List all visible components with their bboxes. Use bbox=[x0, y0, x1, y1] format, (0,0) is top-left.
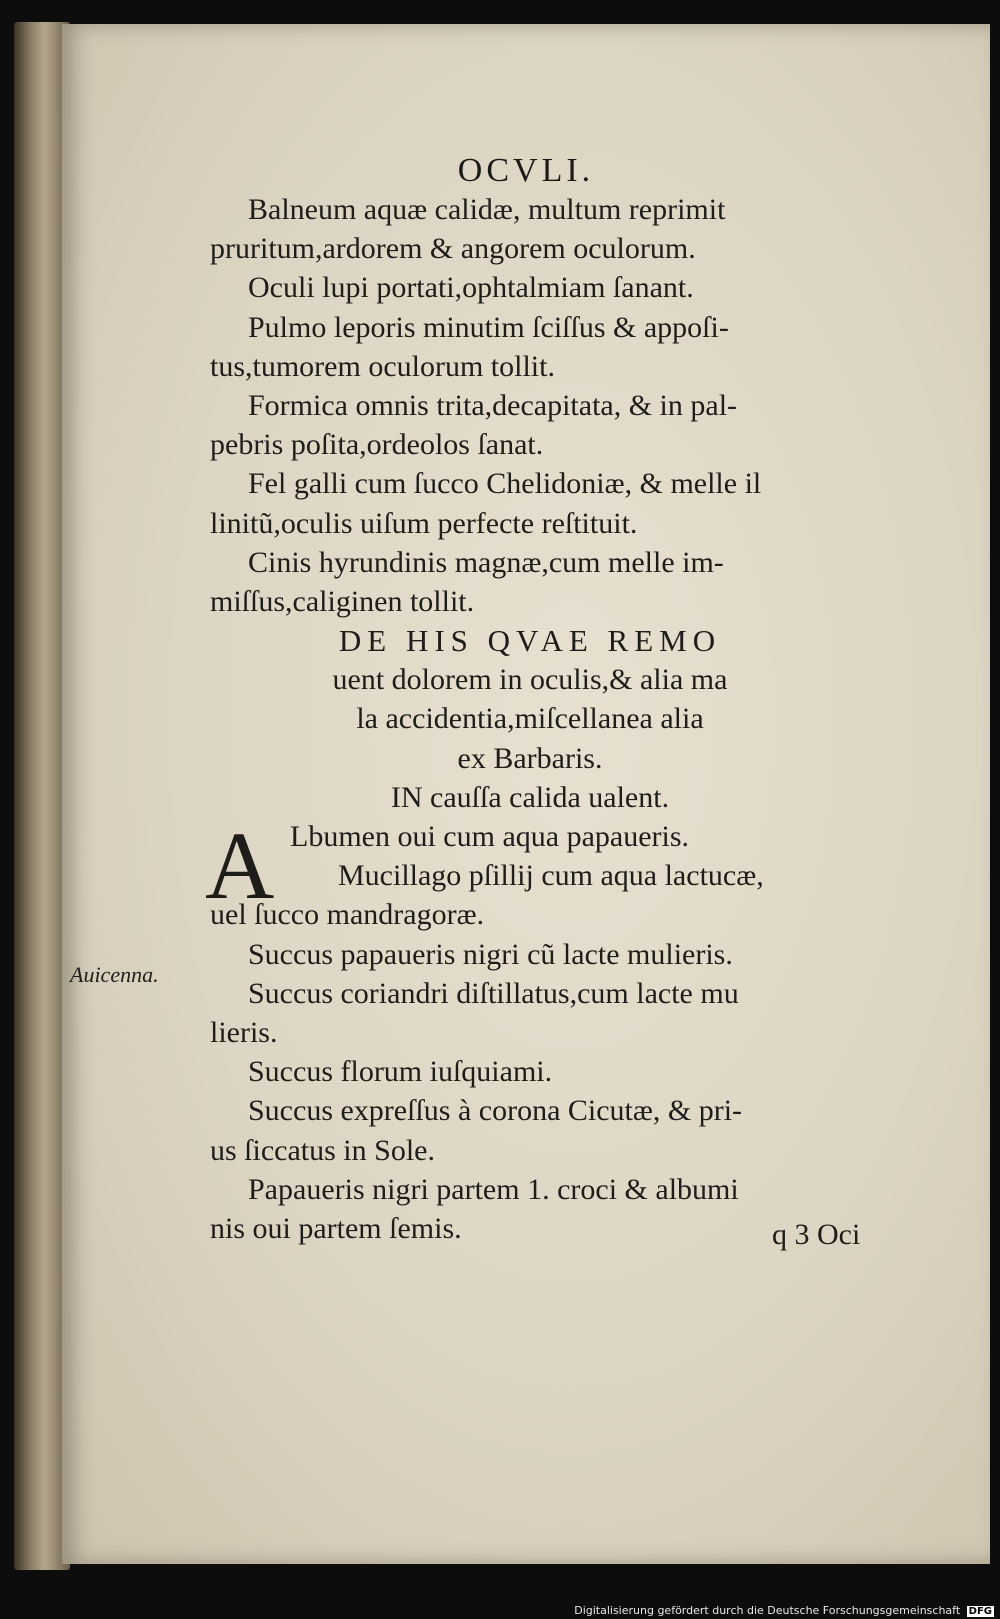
text-line: Mucillago pſillij cum aqua lactucæ, bbox=[338, 859, 764, 893]
signature-catchword: q 3 Oci bbox=[772, 1218, 861, 1251]
text-line: linitũ,oculis uiſum perfecte reſtituit. bbox=[210, 506, 638, 540]
text-line: la accidentia,miſcellanea alia bbox=[356, 702, 704, 736]
text-line: Oculi lupi portati,ophtalmiam ſanant. bbox=[248, 271, 694, 305]
footer-credit bbox=[574, 1604, 994, 1617]
text-line: ex Barbaris. bbox=[457, 741, 603, 775]
text-line: IN cauſſa calida ualent. bbox=[390, 780, 670, 814]
dfg-logo: DFG bbox=[968, 1606, 992, 1617]
text-line: pruritum,ardorem & angorem oculorum. bbox=[210, 232, 696, 266]
text-line: Cinis hyrundinis magnæ,cum melle im- bbox=[248, 545, 724, 579]
text-line: miſſus,caliginen tollit. bbox=[210, 584, 475, 618]
drop-capital: A bbox=[205, 812, 275, 919]
text-line: Papaueris nigri partem 1. croci & albumi bbox=[248, 1172, 739, 1206]
text-line: Lbumen oui cum aqua papaueris. bbox=[290, 820, 690, 853]
text-line: pebris poſita,ordeolos ſanat. bbox=[210, 428, 544, 462]
text-line: us ſiccatus in Sole. bbox=[210, 1133, 435, 1167]
footer-text: Digitalisierung gefördert durch die Deutsche Forschungsgemeinschaft bbox=[574, 1604, 961, 1617]
text-line: Succus papaueris nigri cũ lacte mulieris. bbox=[248, 937, 733, 971]
text-line: uel ſucco mandragoræ. bbox=[210, 898, 485, 932]
text-line: DE HIS QVAE REMO bbox=[338, 623, 722, 659]
text-line: Fel galli cum ſucco Chelidoniæ, & melle il bbox=[248, 467, 762, 501]
text-line: lieris. bbox=[210, 1015, 278, 1049]
text-line: Succus coriandri diſtillatus,cum lacte mu bbox=[248, 976, 739, 1010]
text-line: nis oui partem ſemis. bbox=[210, 1211, 462, 1245]
running-header: OCVLI. bbox=[457, 152, 595, 189]
margin-note: Auicenna. bbox=[70, 962, 159, 987]
text-line: Succus florum iuſquiami. bbox=[248, 1055, 553, 1089]
text-line: Succus expreſſus à corona Cicutæ, & pri- bbox=[248, 1094, 743, 1128]
text-line: Pulmo leporis minutim ſciſſus & appoſi- bbox=[248, 310, 729, 344]
text-line: Balneum aquæ calidæ, multum reprimit bbox=[248, 193, 726, 226]
text-line: uent dolorem in oculis,& alia ma bbox=[332, 663, 728, 697]
text-line: tus,tumorem oculorum tollit. bbox=[210, 349, 555, 383]
text-block bbox=[210, 190, 850, 1248]
text-line: Formica omnis trita,decapitata, & in pal- bbox=[248, 388, 738, 422]
